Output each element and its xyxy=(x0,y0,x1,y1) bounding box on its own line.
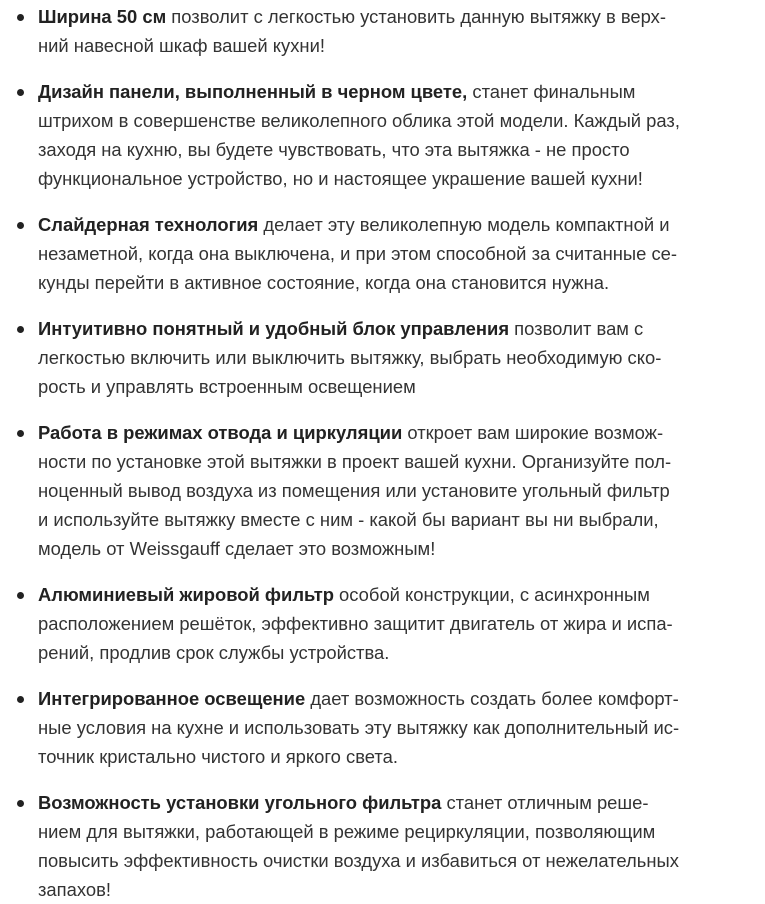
feature-text: ний навесной шкаф вашей кухни! xyxy=(38,35,325,56)
feature-line xyxy=(38,580,751,609)
feature-line xyxy=(38,314,751,343)
feature-text: повысить эффективность очистки воздуха и избавиться от нежелательных xyxy=(38,850,679,871)
feature-line xyxy=(38,210,751,239)
bullet-icon xyxy=(17,89,24,96)
feature-text: станет отличным реше- xyxy=(441,792,649,813)
feature-line xyxy=(38,788,751,817)
feature-text: позволит вам с xyxy=(509,318,644,339)
feature-heading: Интегрированное освещение xyxy=(38,688,306,709)
feature-line xyxy=(38,638,751,667)
feature-text: легкостью включить или выключить вытяжку, выбрать необходимую ско- xyxy=(38,347,662,368)
feature-line xyxy=(38,77,751,106)
feature-line xyxy=(38,268,751,297)
feature-text: особой конструкции, с асинхронным xyxy=(333,584,650,605)
feature-text: дает возможность создать более комфорт- xyxy=(305,688,679,709)
feature-item-control-unit xyxy=(0,314,765,401)
feature-line xyxy=(38,164,751,193)
feature-text: откроет вам широкие возмож- xyxy=(402,422,664,443)
feature-text: рость и управлять встроенным освещением xyxy=(38,376,416,397)
feature-item-width xyxy=(0,2,765,60)
feature-text: незаметной, когда она выключена, и при этом способной за считанные се- xyxy=(38,243,678,264)
feature-line xyxy=(38,239,751,268)
feature-item-panel-design xyxy=(0,77,765,193)
feature-line xyxy=(38,505,751,534)
feature-text: запахов! xyxy=(38,879,111,900)
feature-line xyxy=(38,31,751,60)
feature-heading: Возможность установки угольного фильтра xyxy=(38,792,442,813)
feature-line xyxy=(38,418,751,447)
bullet-icon xyxy=(17,800,24,807)
feature-line xyxy=(38,343,751,372)
feature-text: делает эту великолепную модель компактной и xyxy=(258,214,670,235)
feature-text: расположением решёток, эффективно защитит двигатель от жира и испа- xyxy=(38,613,673,634)
feature-text: заходя на кухню, вы будете чувствовать, что эта вытяжка - не просто xyxy=(38,139,630,160)
feature-item-slider-technology xyxy=(0,210,765,297)
feature-text: ноценный вывод воздуха из помещения или установите угольный фильтр xyxy=(38,480,670,501)
bullet-icon xyxy=(17,696,24,703)
feature-heading: Дизайн панели, выполненный в черном цвете, xyxy=(38,81,468,102)
feature-heading: Слайдерная технология xyxy=(38,214,259,235)
feature-line xyxy=(38,846,751,875)
feature-text: модель от Weissgauff сделает это возможным! xyxy=(38,538,436,559)
feature-text: ности по установке этой вытяжки в проект вашей кухни. Организуйте пол- xyxy=(38,451,672,472)
feature-heading: Алюминиевый жировой фильтр xyxy=(38,584,334,605)
feature-line xyxy=(38,2,751,31)
feature-line xyxy=(38,713,751,742)
feature-item-lighting xyxy=(0,684,765,771)
feature-line xyxy=(38,476,751,505)
feature-text: станет финальным xyxy=(467,81,636,102)
feature-text: позволит с легкостью установить данную вытяжку в верх- xyxy=(166,6,666,27)
feature-line xyxy=(38,742,751,771)
feature-text: штрихом в совершенстве великолепного облика этой модели. Каждый раз, xyxy=(38,110,680,131)
feature-item-modes xyxy=(0,418,765,563)
feature-line xyxy=(38,817,751,846)
bullet-icon xyxy=(17,14,24,21)
feature-text: функциональное устройство, но и настоящее украшение вашей кухни! xyxy=(38,168,643,189)
feature-line xyxy=(38,875,751,904)
bullet-icon xyxy=(17,326,24,333)
feature-line xyxy=(38,534,751,563)
feature-text: ные условия на кухне и использовать эту вытяжку как дополнительный ис- xyxy=(38,717,680,738)
bullet-icon xyxy=(17,222,24,229)
feature-item-carbon-filter xyxy=(0,788,765,904)
feature-text: рений, продлив срок службы устройства. xyxy=(38,642,390,663)
feature-line xyxy=(38,372,751,401)
bullet-icon xyxy=(17,592,24,599)
feature-heading: Интуитивно понятный и удобный блок управления xyxy=(38,318,510,339)
feature-text: точник кристально чистого и яркого света. xyxy=(38,746,398,767)
feature-heading: Работа в режимах отвода и циркуляции xyxy=(38,422,403,443)
feature-line xyxy=(38,447,751,476)
feature-line xyxy=(38,106,751,135)
feature-line xyxy=(38,135,751,164)
feature-line xyxy=(38,684,751,713)
feature-text: кунды перейти в активное состояние, когда она становится нужна. xyxy=(38,272,610,293)
feature-item-grease-filter xyxy=(0,580,765,667)
bullet-icon xyxy=(17,430,24,437)
feature-line xyxy=(38,609,751,638)
feature-heading: Ширина 50 см xyxy=(38,6,167,27)
feature-text: нием для вытяжки, работающей в режиме рециркуляции, позволяющим xyxy=(38,821,656,842)
feature-text: и используйте вытяжку вместе с ним - какой бы вариант вы ни выбрали, xyxy=(38,509,659,530)
